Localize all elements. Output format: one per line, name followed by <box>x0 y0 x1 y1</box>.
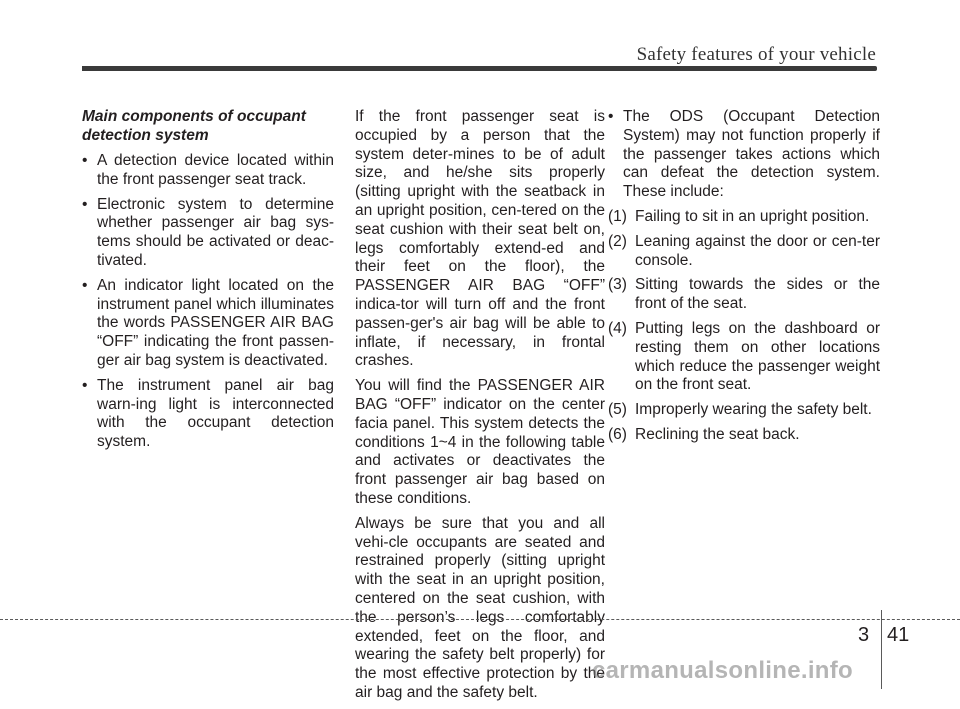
section-header-title: Safety features of your vehicle <box>636 44 876 65</box>
list-item: (4) Putting legs on the dashboard or resting them on other locations which reduce the passenger weight on the front seat. <box>608 319 880 394</box>
page-number-divider <box>881 610 882 689</box>
list-item: • An indicator light located on the instrument panel which illuminates the words PASSENGER AIR BAG “OFF” indicating the front passen-ger air bag system is deactivated. <box>82 276 334 369</box>
column-left <box>82 108 334 458</box>
footer-dashed-rule <box>0 619 960 620</box>
list-item: (5) Improperly wearing the safety belt. <box>608 401 872 419</box>
list-item: • The instrument panel air bag warn-ing light is interconnected with the occupant detection system. <box>82 376 334 451</box>
bullet-icon: • <box>608 108 614 125</box>
section-heading: Main components of occupant detection system <box>82 108 306 144</box>
list-item: (6) Reclining the seat back. <box>608 425 800 443</box>
list-item: (3) Sitting towards the sides or the front of the seat. <box>608 276 880 313</box>
watermark-text: carmanualsonline.info <box>592 657 854 684</box>
paragraph: If the front passenger seat is occupied by a person that the system deter-mines to be of adult size, and he/she sits properly (sitting upright with the seatback in an upright position, cen-tered on the seat cushion with their seat belt on, legs comfortably extend-ed and their feet on the floor), the PASSENGER AIR BAG “OFF” indica-tor will turn off and the front passen-ger's air bag will be able to inflate, if necessary, in frontal crashes. <box>355 108 605 370</box>
paragraph: Always be sure that you and all vehi-cle occupants are seated and restrained properly (sitting upright with the seat in an upright position, centered on the seat cushion, with the person’s legs comfortably extended, feet on the floor, and wearing the safety belt properly) for the most effective protection by the air bag and the safety belt. <box>355 514 605 701</box>
bullet-icon: • <box>82 195 88 213</box>
header-rule <box>82 66 877 71</box>
list-item: (2) Leaning against the door or cen-ter console. <box>608 232 880 269</box>
list-item: (1) Failing to sit in an upright position. <box>608 207 870 225</box>
bullet-icon: • <box>82 376 88 394</box>
column-right <box>608 108 880 451</box>
bullet-icon: • <box>82 152 88 169</box>
paragraph: You will find the PASSENGER AIR BAG “OFF” indicator on the center facia panel. This system detects the conditions 1~4 in the following table and activates or deactivates the front passenger air bag based on these conditions. <box>355 377 605 507</box>
chapter-number: 3 <box>858 624 870 646</box>
list-item: • Electronic system to determine whether passenger air bag sys-tems should be activated or deac-tivated. <box>82 195 334 269</box>
ods-note-list <box>608 108 880 202</box>
components-list <box>82 152 334 452</box>
page-number: 41 <box>887 624 910 646</box>
conditions-list <box>608 208 880 445</box>
list-item: • The ODS (Occupant Detection System) may not function properly if the passenger takes actions which can defeat the detection system. These include: <box>608 108 880 201</box>
list-item: • A detection device located within the front passenger seat track. <box>82 152 334 188</box>
bullet-icon: • <box>82 276 88 294</box>
